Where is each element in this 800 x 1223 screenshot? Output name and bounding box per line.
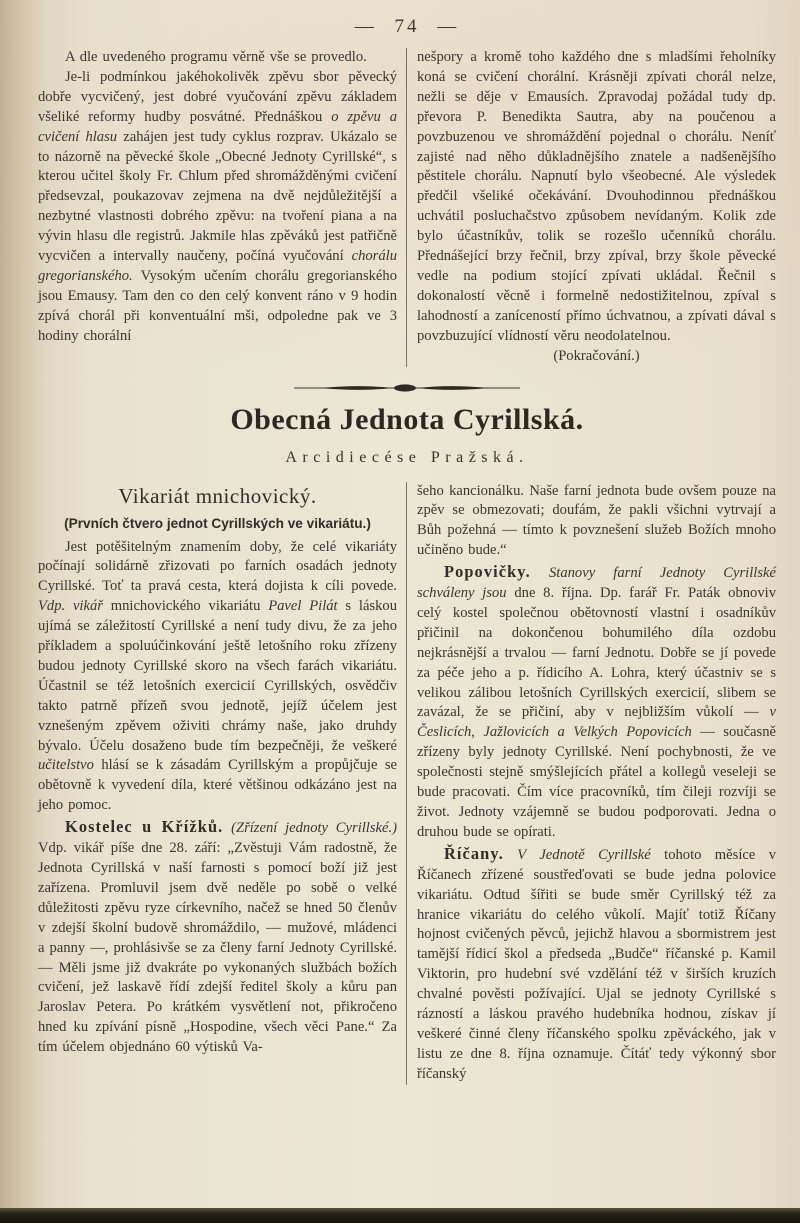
body-text: nešpory a kromě toho každého dne s mladšími řeholníky koná se cvičení chorální. Krásněji zpívati chorál nelze, nežli se děje v Emausích. Zpravodaj požádal tudy dp. převora P. Benedikta Sautra, aby na poučenou a povzbuzenou ve shromáždění pojednal o chorálu. Neníť zajisté nad něho důkladnějšího znatele a nadšenějšího pěstitele chorálu. Napnutí bylo všeobecné. Ale výsledek předčil všeliké očekávání. Dvouhodinnou přednáškou uchvátil posluchačstvo způsobem nevídaným. Kolik zde bylo účastníkův, tolik se rozešlo učenníků chorálu. Přednášející brzy řečnil, brzy zpíval, brzy škole pěvecké vedle na podium stojící zpívati ukládal. Řečnil s dokonalostí věcně i formelně nedostižitelnou, zpíval s lahodností a zaníceností přímo úchvatnou, a zpívati dával s povzbuzující vlídností věru neodolatelnou.: [417, 49, 776, 344]
top-article-columns: [38, 48, 776, 367]
italic-text: v Česlicích, Jažlovicích a Velkých Popovicích: [417, 704, 776, 741]
body-text: Je-li podmínkou jakéhokolivěk zpěvu sbor pěvecký dobře vycvičený, jest dobré vyučování zpěvu základem všeliké reformy hudby posvátné. Přednáškou: [38, 68, 397, 125]
body-text: tohoto měsíce v Říčanech zřízené soustřeďovati se bude jedna polovice vikariátu. Odtud šířiti se bude směr Cyrillský též za hranice vikariátu do celého vůkolí. Majíť totiž Říčany hojnost cvičených pěvců, jejichž hlavou a sbormistrem jest tamější řídicí škol a předseda „Budče“ říčanské p. Kamil Viktorin, pro hudební své vzdělání též v širších kruzích chvalné pověsti požívající. Ujal se jednoty Cyrillské s rázností a láskou pravého hudebníka hodnou, získav jí veškeré činné členy říčanského spolku zpěváckého, jak v listu ze dne 8. října oznamuje. Čítáť tedy výkonný sbor říčanský: [417, 846, 776, 1082]
page-number: — 74 —: [354, 16, 460, 37]
main-section-heading: Obecná Jednota Cyrillská.: [230, 402, 584, 436]
body-text: Vysokým učením chorálu gregorianského jsou Emausy. Tam den co den celý konvent ráno v 9 hodin zpívá chorál při konventuální mši, odpoledne pak ve 3 hodiny chorální: [38, 267, 397, 344]
paragraph: [38, 48, 397, 68]
sub-section-heading: Arcidiecése Pražská.: [285, 448, 529, 466]
body-text: A dle uvedeného programu věrně vše se provedlo.: [65, 49, 367, 65]
body-text: hlásí se k zásadám Cyrillským a propůjčuje se obětovně k vyvedení díla, které většinou odkázáno jest na jeho pomoc.: [38, 757, 397, 814]
italic-text: Stanovy farní Jednoty Cyrillské schváleny jsou: [417, 565, 776, 602]
body-text: mnichovického vikariátu: [102, 598, 269, 615]
paragraph: [417, 347, 776, 367]
body-text: [531, 565, 549, 581]
paragraph: [38, 538, 397, 817]
vicariate-heading: Vikariát mnichovický.: [118, 483, 317, 508]
section-divider-icon: [292, 383, 522, 393]
italic-text: o zpěvu a cvičení hlasu: [38, 108, 397, 145]
italic-text: V Jednotě Cyrillské: [517, 846, 651, 863]
paragraph: [417, 844, 776, 1085]
body-text: — současně zřízeny byly jednoty Cyrillské. Není pochybnosti, že ve společnosti stejně smýšlejících přátel a kollegů veseleji se bude pracovati. Čím více pracovníků, tím čileji rozvíji se život. Jednoty vzájemně se budou podporovati. Jedna o druhou bude se opírati.: [417, 724, 776, 840]
paragraph: [38, 68, 397, 347]
body-text: dne 8. října. Dp. farář Fr. Paták obnoviv celý kostel společnou obětovností vlastní i osadníkův přičinil na dokončenou bohumilého díla ozdobu nejkrásnější a trvalou — farní Jednotu. Dobře se jí povede za péče jeho a p. řídicího A. Lohra, který účastniv se s velikou zálibou letošních Cyrillských exercicií, slibem se zavázal, že se přičiní, aby v nejbližším vůkolí —: [417, 585, 776, 721]
body-text: s láskou ujímá se záležitostí Cyrillské a není tudy divu, že za jeho příkladem a spoluúčinkování ještě letošního roku zřízeny budou jednoty Cyrillské skoro na všech farách vikariátu. Účastnil se též letošních exercicií Cyrillských, osvědčiv takto patrně přízeň svou jednotě, jejíž účelem jest vznešeným zpěvem oživiti chrámy naše, jako druhdy bývalo. Účelu dosaženo bude tím bezpečněji, že veškeré: [38, 598, 397, 754]
column-divider-rule: [406, 48, 407, 367]
top-right-column: [407, 48, 776, 367]
place-run-in-heading: Kostelec u Křížků.: [65, 817, 224, 837]
body-text: Jest potěšitelným znamením doby, že celé vikariáty počínají solidárně zřizovati po farních osadách jednoty Cyrillské. Toť ta pravá cesta, která dojista k cíli povede.: [38, 538, 397, 595]
vicariate-subheading: (Prvních čtvero jednot Cyrillských ve vikariátu.): [64, 515, 371, 531]
body-text: šeho kancionálku. Naše farní jednota bude ovšem pouze na zpěv se obmezovati; doufám, že pakli všichni vytrvají a Bůh požehná — tímto k povznešení služeb Božích mnoho učiněno bude.“: [417, 482, 776, 559]
column-divider-rule: [406, 482, 407, 1085]
italic-text: Vdp. vikář: [38, 598, 103, 615]
italic-text: (Zřízení jednoty Cyrillské.): [231, 820, 397, 837]
italic-text: chorálu gregorianského.: [38, 248, 397, 284]
paragraph: [417, 48, 776, 347]
place-run-in-heading: Popovičky.: [444, 562, 531, 582]
scan-edge-band: [0, 1208, 800, 1223]
paragraph: [38, 817, 397, 1058]
body-text: Vdp. vikář píše dne 28. září: „Zvěstuji Vám radostně, že Jednota Cyrillská v naší farnosti s pomocí boží již jest zařízena. Promluvil jsem dvě neděle po sobě o velké důležitosti zpěvu ryze církevního, načež se hned 50 členův v zdejší školní budově shromáždilo, — mužové, mládenci a panny —, prohlásivše se za členy farní Jednoty Cyrillské. — Měli jsme již dvakráte po vykonaných službách božích cvičení, jež laskavě řídí zdejší ředitel školy a kůru pan Jaroslav Petera. Po krátkém vysvětlení not, přikročeno hned ku zpívání písně „Hospodine, všech věci Pane.“ Za tím účelem objednáno 60 výtisků Va-: [38, 840, 397, 1056]
italic-text: Pavel Pilát: [268, 598, 338, 615]
body-text: (Pokračování.): [553, 347, 640, 364]
place-run-in-heading: Říčany.: [444, 843, 504, 863]
paragraph: [417, 482, 776, 562]
lower-article-columns: [38, 482, 776, 1085]
body-text: [223, 820, 231, 836]
page-content: [38, 12, 776, 1085]
italic-text: učitelstvo: [38, 757, 94, 774]
body-text: [504, 847, 517, 863]
top-left-column: [38, 48, 406, 367]
body-text: zahájen jest tudy cyklus rozprav. Ukázalo se to názorně na pěvecké škole „Obecné Jednoty Cyrillské“, s kterou učitel školy Fr. Chlum před shromážděnými cvičení předsevzal, poukazovav zejmena na dvě nejdůležitější a nezbytné vlastnosti dobrého zpěvu: na tvoření piana a na vývin hlasu dle registrů. Jakmile hlas zpěváků jest patřičně vycvičen a intervally naučeny, počíná vyučování: [38, 128, 398, 265]
lower-left-text: [38, 538, 397, 1059]
lower-right-column: [407, 482, 776, 1085]
paragraph: [417, 562, 776, 843]
lower-left-column: [38, 482, 406, 1085]
